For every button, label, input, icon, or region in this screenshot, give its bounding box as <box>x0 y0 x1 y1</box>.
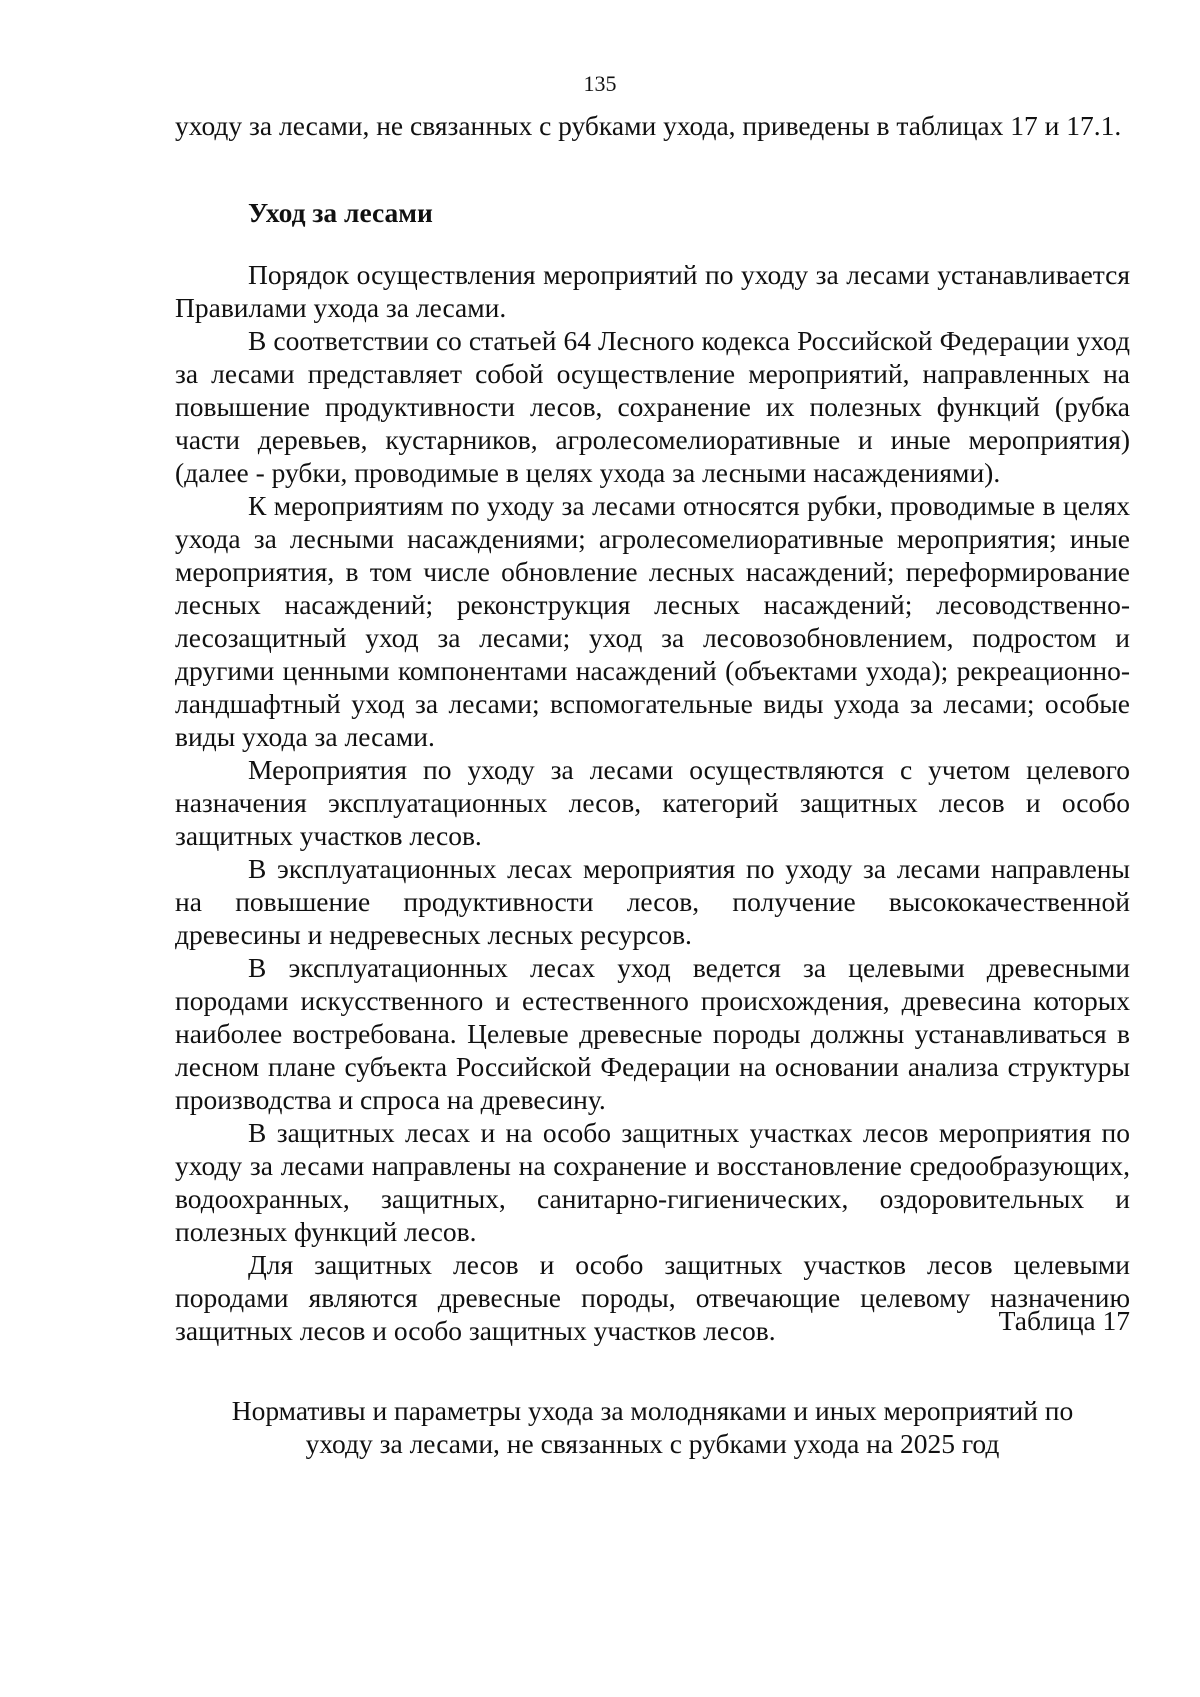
paragraph-activities-list: К мероприятиям по уходу за лесами относятся рубки, проводимые в целях ухода за лесными насаждениями; агролесомелиоративные мероприятия; иные мероприятия, в том числе обновление лесных насаждений; переформирование лесных насаждений; реконструкция лесных насаждений; лесоводственно-лесозащитный уход за лесами; уход за лесовозобновлением, подростом и другими ценными компонентами насаждений (объектами ухода); рекреационно-ландшафтный уход за лесами; вспомогательные виды ухода за лесами; особые виды ухода за лесами. <box>175 490 1130 752</box>
paragraph-protective-forests: В защитных лесах и на особо защитных участках лесов мероприятия по уходу за лесами направлены на сохранение и восстановление средообразующих, водоохранных, защитных, санитарно-гигиенических, оздоровительных и полезных функций лесов. <box>175 1117 1130 1247</box>
table-caption <box>175 1394 1130 1460</box>
section-heading-block <box>175 196 1130 229</box>
paragraph-exploitation-forests: В эксплуатационных лесах мероприятия по уходу за лесами направлены на повышение продуктивности лесов, получение высококачественной древесины и недревесных лесных ресурсов. <box>175 853 1130 950</box>
page-number: 135 <box>583 71 617 96</box>
intro-paragraph: уходу за лесами, не связанных с рубками ухода, приведены в таблицах 17 и 17.1. <box>175 110 1122 141</box>
intro-block <box>175 109 1130 142</box>
section-heading: Уход за лесами <box>248 197 433 228</box>
body-text <box>175 258 1130 1347</box>
paragraph-forest-code: В соответствии со статьей 64 Лесного кодекса Российской Федерации уход за лесами представляет собой осуществление мероприятий, направленных на повышение продуктивности лесов, сохранение их полезных функций (рубка части деревьев, кустарников, агролесомелиоративные и иные мероприятия) (далее - рубки, проводимые в целях ухода за лесными насаждениями). <box>175 325 1130 488</box>
paragraph-purpose: Мероприятия по уходу за лесами осуществляются с учетом целевого назначения эксплуатационных лесов, категорий защитных лесов и особо защитных участков лесов. <box>175 754 1130 851</box>
paragraph-target-species: В эксплуатационных лесах уход ведется за целевыми древесными породами искусственного и естественного происхождения, древесина которых наиболее востребована. Целевые древесные породы должны устанавливаться в лесном плане субъекта Российской Федерации на основании анализа структуры производства и спроса на древесину. <box>175 952 1130 1115</box>
paragraph-protective-species: Для защитных лесов и особо защитных участков лесов целевыми породами являются древесные породы, отвечающие целевому назначению защитных лесов и особо защитных участков лесов. <box>175 1249 1130 1346</box>
paragraph-procedure: Порядок осуществления мероприятий по уходу за лесами устанавливается Правилами ухода за лесами. <box>175 259 1130 323</box>
table-caption-line-1: Нормативы и параметры ухода за молодняками и иных мероприятий по <box>231 1395 1074 1426</box>
table-label: Таблица 17 <box>998 1305 1130 1336</box>
table-caption-line-2: уходу за лесами, не связанных с рубками ухода на 2025 год <box>305 1428 1000 1459</box>
